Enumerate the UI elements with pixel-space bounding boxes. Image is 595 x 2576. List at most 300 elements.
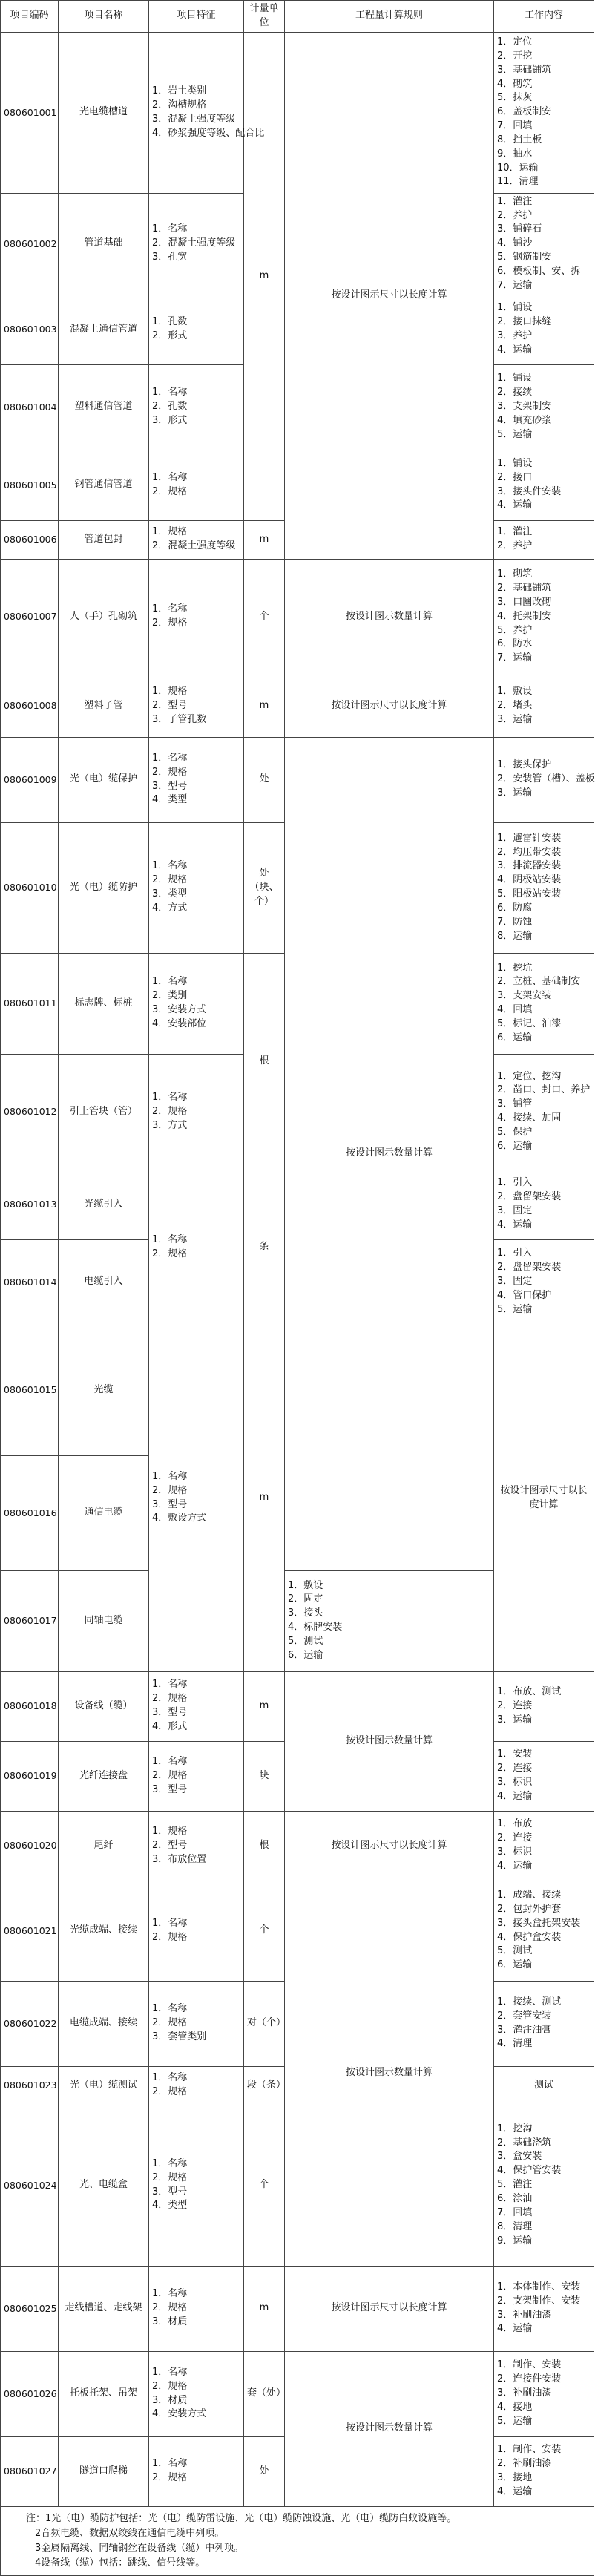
- item-code: 080601012: [1, 1054, 59, 1170]
- work-content: [494, 450, 594, 520]
- rule-cell: 按设计图示尺寸以长度计算: [285, 675, 494, 737]
- work-content: [494, 1811, 594, 1881]
- cell-line: 5．标记、油漆: [497, 1017, 562, 1029]
- item-name: 塑料通信管道: [59, 364, 149, 450]
- header-row: [1, 1, 594, 33]
- cell-line: 3．标识: [497, 1846, 533, 1858]
- item-features: [149, 1881, 244, 1981]
- cell-line: 2．沟槽规格: [152, 99, 207, 111]
- unit-cell: 处（块、个）: [244, 822, 285, 953]
- table-row: [1, 1881, 594, 1981]
- cell-line: 4．填充砂浆: [497, 415, 552, 427]
- cell-line: 2．规格: [152, 1693, 188, 1705]
- cell-line: 1．规格: [152, 1825, 188, 1837]
- cell-line: 7．防蚀: [497, 916, 533, 928]
- cell-line: 2．均压带安装: [497, 846, 562, 858]
- cell-line: 3．接头: [288, 1607, 323, 1619]
- cell-line: 2．基础浇筑: [497, 2137, 552, 2149]
- table-row: [1, 559, 594, 675]
- cell-line: 3．型号: [152, 1707, 188, 1719]
- cell-line: 2．固定: [288, 1593, 323, 1605]
- cell-line: 4．类型: [152, 2200, 188, 2212]
- cell-line: 2．盘留架安装: [497, 1262, 562, 1274]
- table-row: [1, 2351, 594, 2436]
- cell-line: 4．运输: [497, 1219, 533, 1230]
- item-name: 光（电）缆保护: [59, 737, 149, 822]
- cell-line: 3．排流器安装: [497, 860, 562, 872]
- cell-line: 1．安装: [497, 1749, 533, 1760]
- table-notes: [1, 2506, 594, 2576]
- cell-line: 9．抽水: [497, 148, 533, 160]
- cell-line: 3．支架制安: [497, 401, 552, 413]
- cell-line: 6．防水: [497, 638, 533, 650]
- unit-cell: 根: [244, 1811, 285, 1881]
- cell-line: 8．清理: [497, 2221, 533, 2232]
- cell-line: 3．子管孔数: [152, 713, 207, 725]
- cell-line: 2．补刷油漆: [497, 2458, 552, 2470]
- cell-line: 4．方式: [152, 902, 188, 914]
- cell-line: 4．安装方式: [152, 2408, 207, 2420]
- item-code: 080601020: [1, 1811, 59, 1881]
- cell-line: 1．名称: [152, 1917, 188, 1929]
- item-code: 080601013: [1, 1170, 59, 1239]
- cell-line: 5．保护: [497, 1126, 533, 1138]
- cell-line: 3．灌注油膏: [497, 2024, 552, 2036]
- header-features: 项目特征: [149, 1, 244, 33]
- cell-line: 2．连接: [497, 1763, 533, 1774]
- cell-line: 3．材质: [152, 2316, 188, 2328]
- item-name: 电缆成端、接续: [59, 1981, 149, 2066]
- rule-cell: 按设计图示尺寸以长度计算: [285, 32, 494, 559]
- item-features: [149, 737, 244, 822]
- cell-line: 测试: [533, 2079, 553, 2091]
- cell-line: 5．测试: [288, 1635, 323, 1647]
- item-code: 080601017: [1, 1570, 59, 1671]
- cell-line: 4．安装部位: [152, 1017, 207, 1029]
- cell-line: 1．规格: [152, 526, 188, 538]
- cell-line: 1．灌注: [497, 195, 533, 207]
- work-content: [494, 1881, 594, 1981]
- cell-line: 1．成端、接续: [497, 1890, 562, 1901]
- item-features: [149, 1170, 244, 1325]
- cell-line: 2．安装管（槽）、盖板: [497, 773, 595, 785]
- cell-line: 1．定位、挖沟: [497, 1070, 562, 1082]
- item-features: [149, 2066, 244, 2105]
- cell-line: 2．套管安装: [497, 2010, 552, 2022]
- note-line: 注：1光（电）缆防护包括：光（电）缆防雷设施、光（电）缆防蚀设施、光（电）缆防白蚁设施等。: [26, 2512, 457, 2524]
- cell-line: 2．开挖: [497, 50, 533, 62]
- cell-line: 2．养护: [497, 209, 533, 221]
- cell-line: 1．接续、测试: [497, 1996, 562, 2008]
- item-features: [149, 2266, 244, 2351]
- item-name: 光纤连接盘: [59, 1741, 149, 1811]
- work-content: [494, 737, 594, 822]
- item-name: 隧道口爬梯: [59, 2436, 149, 2506]
- cell-line: 4．阴极站安装: [497, 874, 562, 886]
- cell-line: 3．材质: [152, 2394, 188, 2406]
- rule-cell: 按设计图示数量计算: [285, 559, 494, 675]
- cell-line: 4．形式: [152, 1720, 188, 1732]
- cell-line: 1．名称: [152, 603, 188, 615]
- cell-line: 1．名称: [152, 1755, 188, 1767]
- cell-line: 1．名称: [152, 2072, 188, 2084]
- unit-cell: m: [244, 1671, 285, 1741]
- cell-line: 2．基础铺筑: [497, 582, 552, 594]
- item-code: 080601025: [1, 2266, 59, 2351]
- cell-line: 2．接口抹缝: [497, 316, 552, 328]
- cell-line: 4．接地: [497, 2402, 533, 2413]
- item-name: 托板托架、吊架: [59, 2351, 149, 2436]
- work-content: [494, 364, 594, 450]
- cell-line: 3．接头件安装: [497, 485, 562, 497]
- cell-line: 1．砌筑: [497, 568, 533, 580]
- header-rule: 工程量计算规则: [285, 1, 494, 33]
- cell-line: 1．名称: [152, 1091, 188, 1103]
- work-content: [494, 520, 594, 559]
- cell-line: 3．型号: [152, 780, 188, 792]
- header-name: 项目名称: [59, 1, 149, 33]
- cell-line: 3．安装方式: [152, 1004, 207, 1016]
- cell-line: 4．运输: [497, 1860, 533, 1872]
- cell-line: 2．连接: [497, 1832, 533, 1844]
- cell-line: 6．盖板制安: [497, 106, 552, 118]
- cell-line: 4．回填: [497, 1004, 533, 1016]
- work-content: [494, 193, 594, 295]
- cell-line: 4．运输: [497, 499, 533, 511]
- unit-cell: 个: [244, 559, 285, 675]
- cell-line: 1．名称: [152, 860, 188, 872]
- cell-line: 3．标识: [497, 1777, 533, 1789]
- item-name: 光缆成端、接续: [59, 1881, 149, 1981]
- cell-line: 4．清理: [497, 2038, 533, 2050]
- cell-line: 8．运输: [497, 930, 533, 942]
- item-name: 标志牌、标桩: [59, 953, 149, 1054]
- cell-line: 3．类型: [152, 888, 188, 900]
- cell-line: 1．名称: [152, 976, 188, 988]
- cell-line: 5．钢筋制安: [497, 252, 552, 263]
- unit-cell: m: [244, 32, 285, 520]
- item-code: 080601001: [1, 32, 59, 193]
- item-code: 080601018: [1, 1671, 59, 1741]
- cell-line: 2．规格: [152, 1105, 188, 1117]
- cell-line: 1．敷设: [288, 1579, 323, 1591]
- item-features: [149, 364, 244, 450]
- cell-line: 5．运输: [497, 1303, 533, 1315]
- header-code: 项目编码: [1, 1, 59, 33]
- cell-line: 3．运输: [497, 713, 533, 725]
- cell-line: 1．避雷针安装: [497, 832, 562, 844]
- unit-cell: 段（条）: [244, 2066, 285, 2105]
- cell-line: 7．运输: [497, 279, 533, 291]
- cell-line: 3．套管类别: [152, 2031, 207, 2043]
- item-code: 080601026: [1, 2351, 59, 2436]
- cell-line: 7．回填: [497, 120, 533, 132]
- cell-line: 2．凿口、封口、养护: [497, 1084, 591, 1096]
- cell-line: 5．运输: [497, 428, 533, 440]
- cell-line: 2．包封外护套: [497, 1903, 562, 1915]
- cell-line: 11．清理: [497, 176, 539, 188]
- cell-line: 3．方式: [152, 1119, 188, 1131]
- cell-line: 3．铺管: [497, 1098, 533, 1110]
- item-code: 080601027: [1, 2436, 59, 2506]
- cell-line: 2．规格: [152, 2017, 188, 2029]
- cell-line: 9．运输: [497, 2235, 533, 2246]
- cell-line: 3．口圈改砌: [497, 596, 552, 608]
- rule-cell: 按设计图示尺寸以长度计算: [494, 1325, 594, 1671]
- item-code: 080601008: [1, 675, 59, 737]
- note-line: 4设备线（缆）包括：跳线、信号线等。: [35, 2557, 206, 2569]
- cell-line: 2．形式: [152, 330, 188, 342]
- item-name: 光电缆槽道: [59, 32, 149, 193]
- header-unit: 计量单位: [244, 1, 285, 33]
- item-name: 同轴电缆: [59, 1570, 149, 1671]
- item-code: 080601004: [1, 364, 59, 450]
- cell-line: 4．砂浆强度等级、配合比: [152, 127, 265, 139]
- cell-line: 1．岩土类别: [152, 85, 207, 96]
- cell-line: 3．固定: [497, 1205, 533, 1217]
- rule-cell: 按设计图示数量计算: [285, 737, 494, 1570]
- unit-cell: m: [244, 1325, 285, 1671]
- unit-cell: 个: [244, 1881, 285, 1981]
- work-content: [494, 1170, 594, 1239]
- item-code: 080601023: [1, 2066, 59, 2105]
- cell-line: 6．模板制、安、拆: [497, 265, 581, 277]
- cell-line: 1．制作、安装: [497, 2444, 562, 2456]
- cell-line: 5．阳极站安装: [497, 888, 562, 900]
- cell-line: 5．灌注: [497, 2179, 533, 2191]
- header-work: 工作内容: [494, 1, 594, 33]
- item-features: [149, 520, 244, 559]
- work-content: [494, 295, 594, 364]
- cell-line: 2．混凝土强度等级: [152, 540, 236, 552]
- cell-line: 1．名称: [152, 2157, 188, 2169]
- cell-line: 2．规格: [152, 2086, 188, 2098]
- cell-line: 1．引入: [497, 1248, 533, 1259]
- cell-line: 1．引入: [497, 1177, 533, 1189]
- cell-line: 2．混凝土强度等级: [152, 237, 236, 249]
- cell-line: 2．型号: [152, 699, 188, 711]
- cell-line: 4．保护管安装: [497, 2165, 562, 2177]
- rule-cell: 按设计图示数量计算: [285, 1671, 494, 1811]
- rule-cell: 按设计图示尺寸以长度计算: [285, 2266, 494, 2351]
- item-features: [149, 675, 244, 737]
- work-content: [494, 559, 594, 675]
- unit-cell: 处: [244, 2436, 285, 2506]
- cell-line: 1．名称: [152, 2458, 188, 2470]
- work-content: [494, 2266, 594, 2351]
- item-name: 混凝土通信管道: [59, 295, 149, 364]
- cell-line: 1．名称: [152, 2003, 188, 2015]
- item-code: 080601002: [1, 193, 59, 295]
- cell-line: 2．规格: [152, 766, 188, 778]
- cell-line: 2．规格: [152, 1931, 188, 1943]
- cell-line: 1．本体制作、安装: [497, 2281, 581, 2292]
- cell-line: 2．支架制作、安装: [497, 2295, 581, 2307]
- cell-line: 1．布放: [497, 1818, 533, 1830]
- cell-line: 4．运输: [497, 344, 533, 355]
- cell-line: 3．接地: [497, 2472, 533, 2484]
- item-features: [149, 2105, 244, 2266]
- item-name: 通信电缆: [59, 1455, 149, 1570]
- cell-line: 3．形式: [152, 415, 188, 427]
- cell-line: 2．规格: [152, 617, 188, 629]
- item-features: [149, 1325, 244, 1671]
- item-code: 080601019: [1, 1741, 59, 1811]
- cell-line: 1．名称: [152, 1679, 188, 1691]
- item-name: 人（手）孔砌筑: [59, 559, 149, 675]
- cell-line: 1．名称: [152, 2366, 188, 2378]
- item-name: 光缆: [59, 1325, 149, 1455]
- cell-line: 3．接头盒托架安装: [497, 1917, 581, 1929]
- cell-line: 1．布放、测试: [497, 1685, 562, 1697]
- cell-line: 3．型号: [152, 1498, 188, 1510]
- cell-line: 3．支架安装: [497, 990, 552, 1002]
- cell-line: 7．运输: [497, 652, 533, 664]
- item-name: 管道包封: [59, 520, 149, 559]
- cell-line: 4．敷设方式: [152, 1513, 207, 1524]
- cell-line: 5．运输: [497, 2415, 533, 2427]
- rule-cell: 按设计图示数量计算: [285, 2351, 494, 2506]
- cell-line: 6．运输: [288, 1649, 323, 1661]
- cell-line: 4．运输: [497, 2485, 533, 2497]
- unit-cell: 对（个）: [244, 1981, 285, 2066]
- cell-line: 1．铺设: [497, 302, 533, 314]
- cell-line: 2．规格: [152, 1484, 188, 1496]
- work-content: [494, 675, 594, 737]
- item-code: 080601022: [1, 1981, 59, 2066]
- cell-line: 2．规格: [152, 874, 188, 886]
- table-row: [1, 1811, 594, 1881]
- cell-line: 3．铺碎石: [497, 223, 542, 235]
- item-features: [149, 1811, 244, 1881]
- work-content: [494, 1239, 594, 1325]
- work-content: [494, 953, 594, 1054]
- cell-line: 1．名称: [152, 387, 188, 399]
- cell-line: 6．涂油: [497, 2193, 533, 2205]
- unit-cell: 块: [244, 1741, 285, 1811]
- item-name: 钢管通信管道: [59, 450, 149, 520]
- cell-line: 4．管口保护: [497, 1290, 552, 1302]
- cell-line: 2．盘留架安装: [497, 1191, 562, 1203]
- cell-line: 3．固定: [497, 1276, 533, 1288]
- cell-line: 3．养护: [497, 330, 533, 342]
- unit-cell: m: [244, 520, 285, 559]
- cell-line: 2．规格: [152, 2472, 188, 2484]
- cell-line: 2．接续: [497, 387, 533, 399]
- cell-line: 4．运输: [497, 1790, 533, 1802]
- cell-line: 1．挖沟: [497, 2123, 533, 2134]
- item-name: 引上管块（管）: [59, 1054, 149, 1170]
- cell-line: 2．养护: [497, 540, 533, 552]
- item-code: 080601006: [1, 520, 59, 559]
- cell-line: 1．孔数: [152, 316, 188, 328]
- cell-line: 3．混凝土强度等级: [152, 113, 236, 125]
- item-code: 080601014: [1, 1239, 59, 1325]
- cell-line: 7．回填: [497, 2206, 533, 2218]
- work-content: [494, 2066, 594, 2105]
- cell-line: 4．砌筑: [497, 78, 533, 90]
- item-code: 080601016: [1, 1455, 59, 1570]
- cell-line: 2．规格: [152, 2172, 188, 2183]
- work-content: [494, 1741, 594, 1811]
- unit-cell: 根: [244, 953, 285, 1170]
- cell-line: 6．运输: [497, 1032, 533, 1043]
- cell-line: 1．挖坑: [497, 962, 533, 974]
- cell-line: 3．型号: [152, 1783, 188, 1795]
- work-content: [494, 822, 594, 953]
- item-code: 080601003: [1, 295, 59, 364]
- item-name: 塑料子管: [59, 675, 149, 737]
- cell-line: 5．测试: [497, 1945, 533, 1957]
- cell-line: 3．运输: [497, 787, 533, 799]
- item-features: [149, 2436, 244, 2506]
- cell-line: 1．铺设: [497, 373, 533, 384]
- item-name: 光（电）缆防护: [59, 822, 149, 953]
- item-features: [149, 32, 265, 193]
- cell-line: 5．养护: [497, 624, 533, 636]
- cell-line: 1．制作、安装: [497, 2359, 562, 2371]
- cell-line: 2．规格: [152, 1248, 188, 1259]
- cell-line: 1．名称: [152, 1233, 188, 1245]
- item-features: [149, 953, 244, 1054]
- cell-line: 4．保护盒安装: [497, 1931, 562, 1943]
- work-content: [494, 32, 594, 193]
- table-row: [1, 2266, 594, 2351]
- item-code: 080601009: [1, 737, 59, 822]
- cell-line: 2．规格: [152, 1769, 188, 1781]
- item-code: 080601005: [1, 450, 59, 520]
- cell-line: 2．立桩、基础制安: [497, 976, 581, 988]
- item-name: 设备线（缆）: [59, 1671, 149, 1741]
- item-code: 080601024: [1, 2105, 59, 2266]
- unit-cell: 套（处）: [244, 2351, 285, 2436]
- unit-cell: 个: [244, 2105, 285, 2266]
- cell-line: 1．名称: [152, 223, 188, 235]
- cell-line: 3．补刷油漆: [497, 2309, 552, 2321]
- item-code: 080601007: [1, 559, 59, 675]
- item-code: 080601021: [1, 1881, 59, 1981]
- unit-cell: m: [244, 675, 285, 737]
- cell-line: 8．挡土板: [497, 134, 542, 145]
- cell-line: 2．连接件安装: [497, 2373, 562, 2385]
- table-row: [1, 32, 594, 193]
- item-features: [149, 1981, 244, 2066]
- cell-line: 1．名称: [152, 1470, 188, 1482]
- cell-line: 4．标牌安装: [288, 1622, 343, 1633]
- unit-cell: 处: [244, 737, 285, 822]
- unit-cell: m: [244, 2266, 285, 2351]
- cell-line: 1．名称: [152, 2288, 188, 2300]
- cell-line: 6．运输: [497, 1140, 533, 1152]
- cell-line: 2．堵头: [497, 699, 533, 711]
- item-name: 光缆引入: [59, 1170, 149, 1239]
- cell-line: 1．名称: [152, 471, 188, 483]
- item-features: [149, 1671, 244, 1741]
- cell-line: 4．运输: [497, 2323, 533, 2335]
- cell-line: 1．名称: [152, 752, 188, 764]
- work-content: [494, 1671, 594, 1741]
- item-features: [149, 450, 244, 520]
- cell-line: 2．类别: [152, 990, 188, 1002]
- cell-line: 3．盒安装: [497, 2151, 542, 2163]
- cell-line: 4．类型: [152, 794, 188, 806]
- cell-line: 1．敷设: [497, 685, 533, 697]
- cell-line: 3．运输: [497, 1714, 533, 1725]
- item-code: 080601011: [1, 953, 59, 1054]
- cell-line: 6．运输: [497, 1959, 533, 1971]
- rule-cell: 按设计图示尺寸以长度计算: [285, 1811, 494, 1881]
- cell-line: 3．补刷油漆: [497, 2387, 552, 2399]
